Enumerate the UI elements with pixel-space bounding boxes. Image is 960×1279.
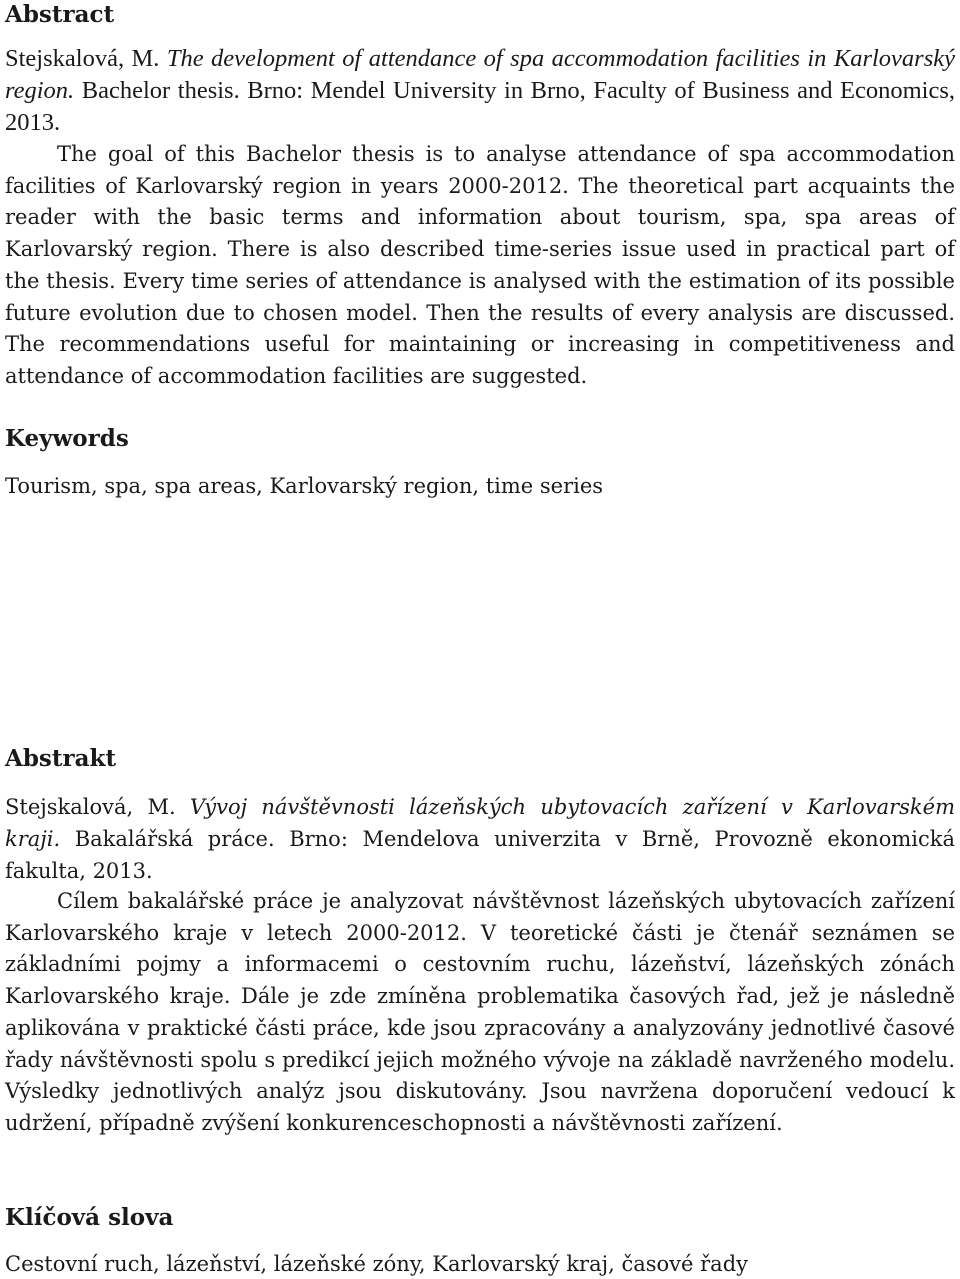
citation-title: Vývoj návštěvnosti lázeňských ubytovacích zařízení v Karlovarském kraji. xyxy=(5,795,955,851)
citation-author: Stejskalová, M. xyxy=(5,795,176,819)
keywords-text: Tourism, spa, spa areas, Karlovarský region, time series xyxy=(5,474,604,498)
citation-details: Bachelor thesis. Brno: Mendel University in Brno, Faculty of Business and Economics, 2013. xyxy=(5,77,956,136)
citation-title: The development of attendance of spa accommodation facilities in Karlovarský region. xyxy=(5,45,955,104)
abstract-citation xyxy=(5,43,955,139)
citation-details: Bakalářská práce. Brno: Mendelova univerzita v Brně, Provozně ekonomická fakulta, 2013. xyxy=(5,827,955,883)
abstrakt-body-text: Cílem bakalářské práce je analyzovat návštěvnost lázeňských ubytovacích zařízení Karlovarského kraje v letech 2000-2012. V teoretické části je čtenář seznámen se základními pojmy a informacemi o cestovním ruchu, lázeňství, lázeňských zónách Karlovarského kraje. Dále je zde zmíněna problematika časových řad, jež je následně aplikována v praktické části práce, kde jsou zpracovány a analyzovány jednotlivé časové řady návštěvnosti spolu s predikcí jejich možného vývoje na základě navrženého modelu. Výsledky jednotlivých analýz jsou diskutovány. Jsou navržena doporučení vedoucí k udržení, případně zvýšení konkurenceschopnosti a návštěvnosti zařízení. xyxy=(5,889,955,1135)
abstract-body-text: The goal of this Bachelor thesis is to analyse attendance of spa accommodation facilities of Karlovarský region in years 2000-2012. The theoretical part acquaints the reader with the basic terms and information about tourism, spa, spa areas of Karlovarský region. There is also described time-series issue used in practical part of the thesis. Every time series of attendance is analysed with the estimation of its possible future evolution due to chosen model. Then the results of every analysis are discussed. The recommendations useful for maintaining or increasing in competitiveness and attendance of accommodation facilities are suggested. xyxy=(5,142,955,388)
citation-author: Stejskalová, M. xyxy=(5,45,160,72)
klicova-slova-heading: Klíčová slova xyxy=(5,1204,174,1231)
abstrakt-body xyxy=(5,886,955,1140)
abstract-heading: Abstract xyxy=(5,1,115,28)
keywords-heading: Keywords xyxy=(5,425,129,452)
abstract-body xyxy=(5,139,955,393)
klicova-slova-text: Cestovní ruch, lázeňství, lázeňské zóny, Karlovarský kraj, časové řady xyxy=(5,1252,748,1276)
abstrakt-citation xyxy=(5,791,955,887)
abstrakt-heading: Abstrakt xyxy=(5,745,117,772)
